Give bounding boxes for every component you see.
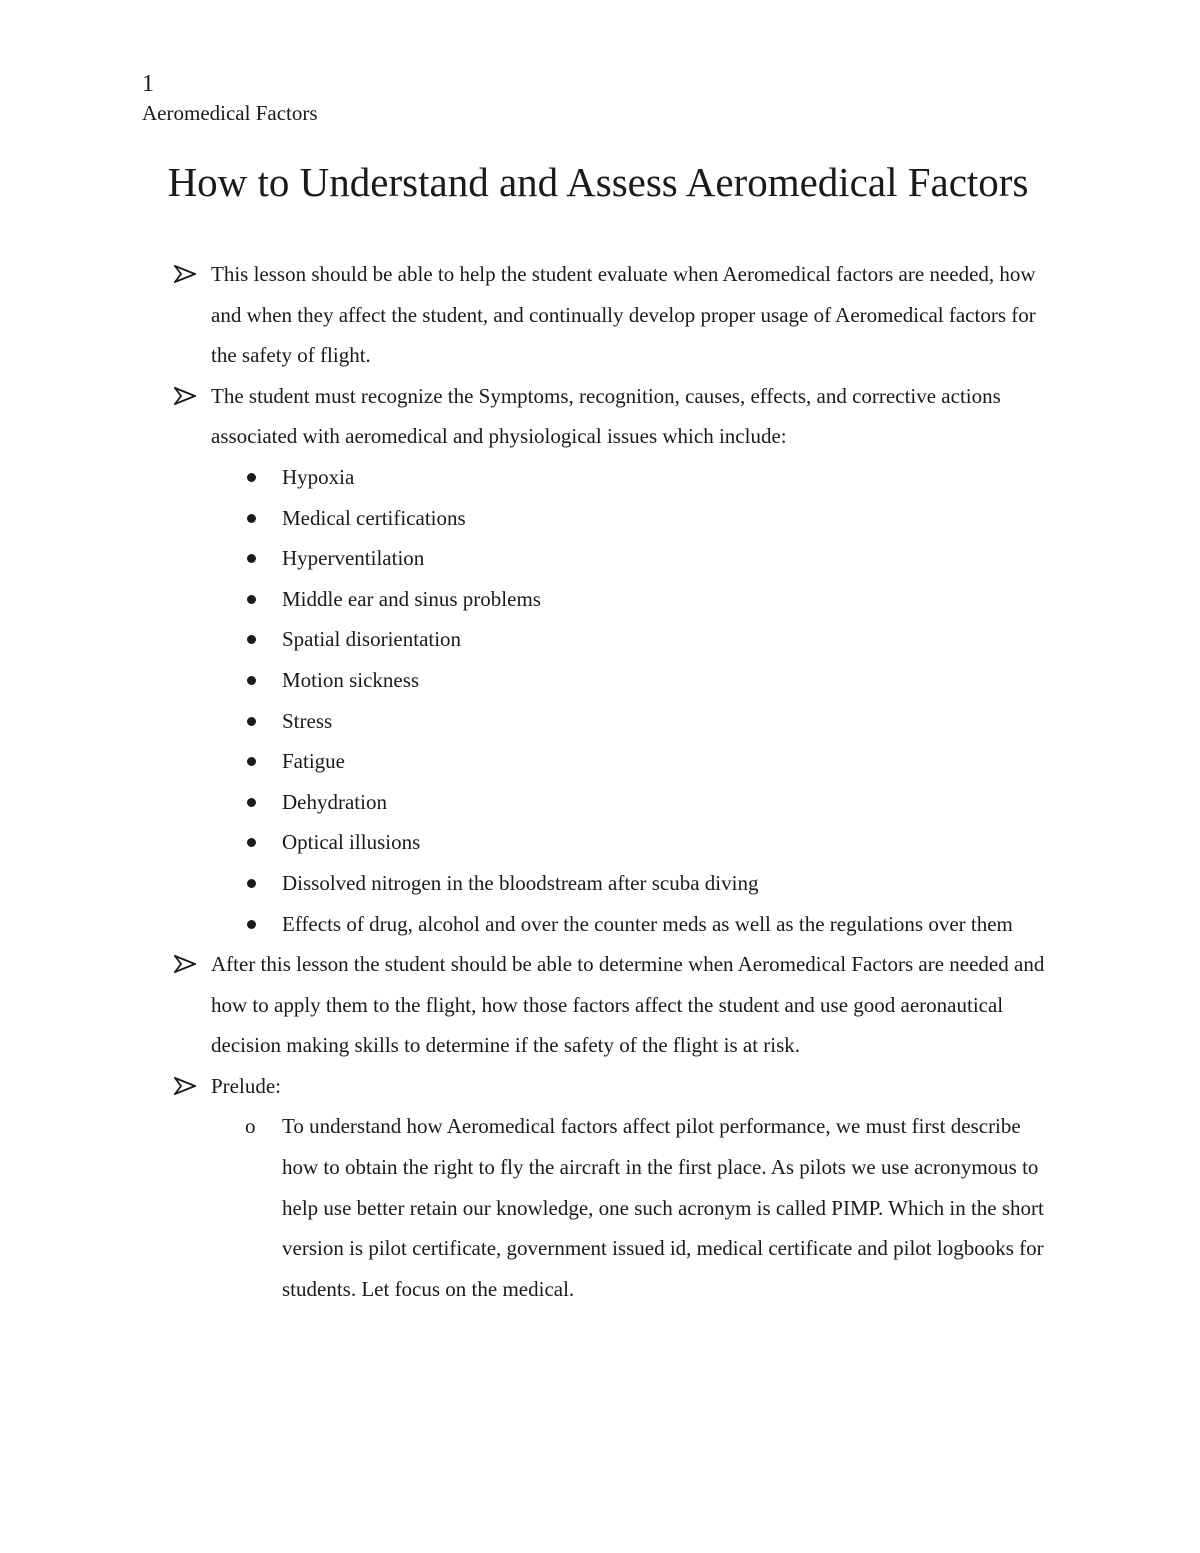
sub-item-text: Dissolved nitrogen in the bloodstream after scuba diving [282, 870, 759, 895]
list-item-text: The student must recognize the Symptoms, recognition, causes, effects, and corrective actions associated with aeromedical and physiological issues which include: [211, 383, 1001, 449]
sub-item-dissolved-nitrogen [211, 863, 1062, 904]
arrow-bullet-icon [172, 1066, 198, 1106]
sub-item-dehydration [211, 782, 1062, 823]
sub-item-drugs-alcohol [211, 904, 1062, 945]
list-item-text: This lesson should be able to help the student evaluate when Aeromedical factors are needed, how and when they affect the student, and continually develop proper usage of Aeromedical factors for the safety of flight. [211, 262, 1036, 368]
list-item-outcome [172, 944, 1062, 1066]
bullet-dot-icon [247, 717, 256, 726]
sub-item-text: Stress [282, 708, 333, 733]
sub-item-text: Hypoxia [282, 464, 355, 489]
sub-item-motion-sickness [211, 660, 1062, 701]
sub-item-text: Middle ear and sinus problems [282, 586, 541, 611]
page-number: 1 [142, 71, 154, 97]
sub-item-fatigue [211, 741, 1062, 782]
arrow-bullet-icon [172, 254, 198, 294]
lesson-outline [172, 254, 1062, 1309]
sub-item-text: To understand how Aeromedical factors affect pilot performance, we must first describe how to obtain the right to fly the aircraft in the first place. As pilots we use acronymous to help use better retain our knowledge, one such acronym is called PIMP. Which in the short version is pilot certificate, government issued id, medical certificate and pilot logbooks for students. Let focus on the medical. [282, 1114, 1044, 1301]
bullet-dot-icon [247, 920, 256, 929]
sub-item-middle-ear [211, 579, 1062, 620]
bullet-dot-icon [247, 554, 256, 563]
sub-item-text: Optical illusions [282, 830, 421, 855]
sub-item-text: Hyperventilation [282, 546, 425, 571]
bullet-dot-icon [247, 798, 256, 807]
sub-item-hyperventilation [211, 538, 1062, 579]
sub-item-text: Dehydration [282, 789, 387, 814]
sub-item-hypoxia [211, 457, 1062, 498]
sub-item-text: Motion sickness [282, 667, 420, 692]
bullet-dot-icon [247, 838, 256, 847]
bullet-dot-icon [247, 676, 256, 685]
bullet-dot-icon [247, 635, 256, 644]
bullet-dot-icon [247, 595, 256, 604]
bullet-dot-icon [247, 473, 256, 482]
running-head: Aeromedical Factors [142, 101, 318, 125]
list-item-recognize [172, 376, 1062, 457]
circle-bullet-icon: o [245, 1114, 256, 1139]
sub-item-text: Medical certifications [282, 505, 466, 530]
document-title: How to Understand and Assess Aeromedical Factors [167, 159, 1029, 205]
bullet-dot-icon [247, 514, 256, 523]
bullet-dot-icon [247, 879, 256, 888]
sub-item-text: Effects of drug, alcohol and over the counter meds as well as the regulations over them [282, 911, 1013, 936]
sub-item-medical-certifications [211, 498, 1062, 539]
arrow-bullet-icon [172, 376, 198, 416]
sub-item-stress [211, 701, 1062, 742]
list-item-text: After this lesson the student should be able to determine when Aeromedical Factors are needed and how to apply them to the flight, how those factors affect the student and use good aeronautical decision making skills to determine if the safety of the flight is at risk. [211, 952, 1045, 1058]
list-item-objective [172, 254, 1062, 376]
sub-item-text: Spatial disorientation [282, 627, 462, 652]
sub-item-text: Fatigue [282, 749, 345, 774]
arrow-bullet-icon [172, 944, 198, 984]
sub-item-optical-illusions [211, 822, 1062, 863]
bullet-dot-icon [247, 757, 256, 766]
list-item-prelude [172, 1066, 1062, 1107]
sub-item-spatial-disorientation [211, 619, 1062, 660]
list-item-text: Prelude: [211, 1073, 281, 1098]
sub-item-prelude-text [211, 1106, 1062, 1309]
